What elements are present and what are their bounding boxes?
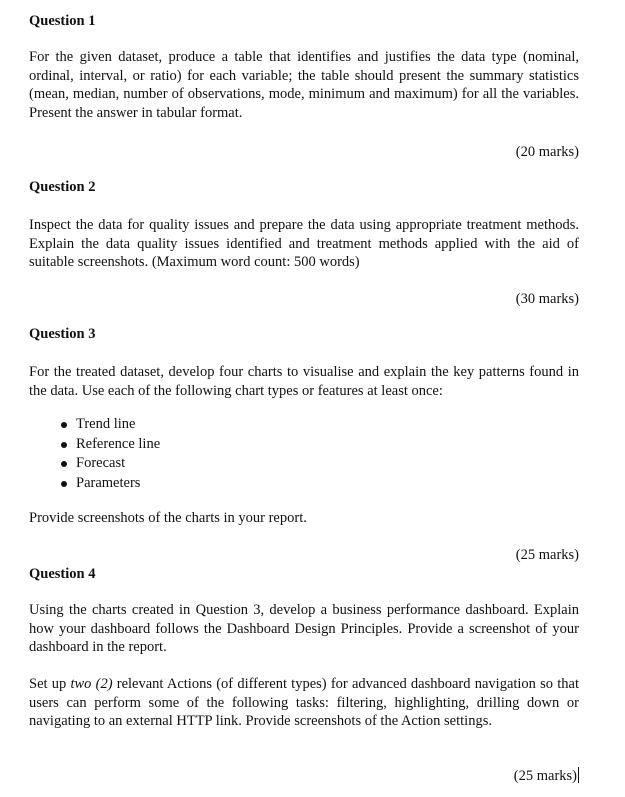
question-4-actions-text [29, 675, 579, 731]
question-3-closing: Provide screenshots of the charts in your report. [29, 510, 307, 526]
list-item: Reference line [59, 435, 160, 455]
list-item: Parameters [59, 474, 160, 494]
question-1-marks: (20 marks) [515, 144, 579, 160]
question-4-marks-label: (25 marks) [513, 768, 577, 784]
text-cursor [578, 767, 579, 783]
question-4-marks [514, 767, 579, 785]
question-1-heading: Question 1 [29, 13, 96, 29]
question-4-text: Using the charts created in Question 3, develop a business performance dashboard. Explain how your dashboard follows the Dashboard Design Principles. Provide a screenshot of your dashboard in the report. [29, 602, 579, 655]
list-item: Trend line [59, 415, 160, 435]
list-item: Forecast [59, 454, 160, 474]
question-2-heading: Question 2 [29, 179, 96, 195]
question-3-heading: Question 3 [29, 326, 96, 342]
actions-count-emphasis: two (2) [70, 676, 113, 692]
question-2-marks: (30 marks) [515, 291, 579, 307]
question-1-text: For the given dataset, produce a table that identifies and justifies the data type (nominal, ordinal, interval, or ratio) for each variable; the table should present the summary statistics (mean, median, number of observations, mode, minimum and maximum) for all the variables. Present the answer in tabular format. [29, 49, 579, 121]
actions-text-start: Set up [29, 676, 71, 692]
question-2-text: Inspect the data for quality issues and prepare the data using appropriate treatment methods. Explain the data quality issues identified and treatment methods applied with the aid of suitable screenshots. (Maximum word count: 500 words) [29, 217, 579, 270]
feature-list [59, 415, 160, 493]
question-4-heading: Question 4 [29, 566, 96, 582]
question-3-marks: (25 marks) [515, 547, 579, 563]
question-3-text: For the treated dataset, develop four charts to visualise and explain the key patterns found in the data. Use each of the following chart types or features at least once: [29, 364, 579, 399]
actions-text-end: relevant Actions (of different types) for advanced dashboard navigation so that users can perform some of the following tasks: filtering, highlighting, drilling down or navigating to an external HTTP link. Provide screenshots of the Action settings. [29, 676, 579, 729]
